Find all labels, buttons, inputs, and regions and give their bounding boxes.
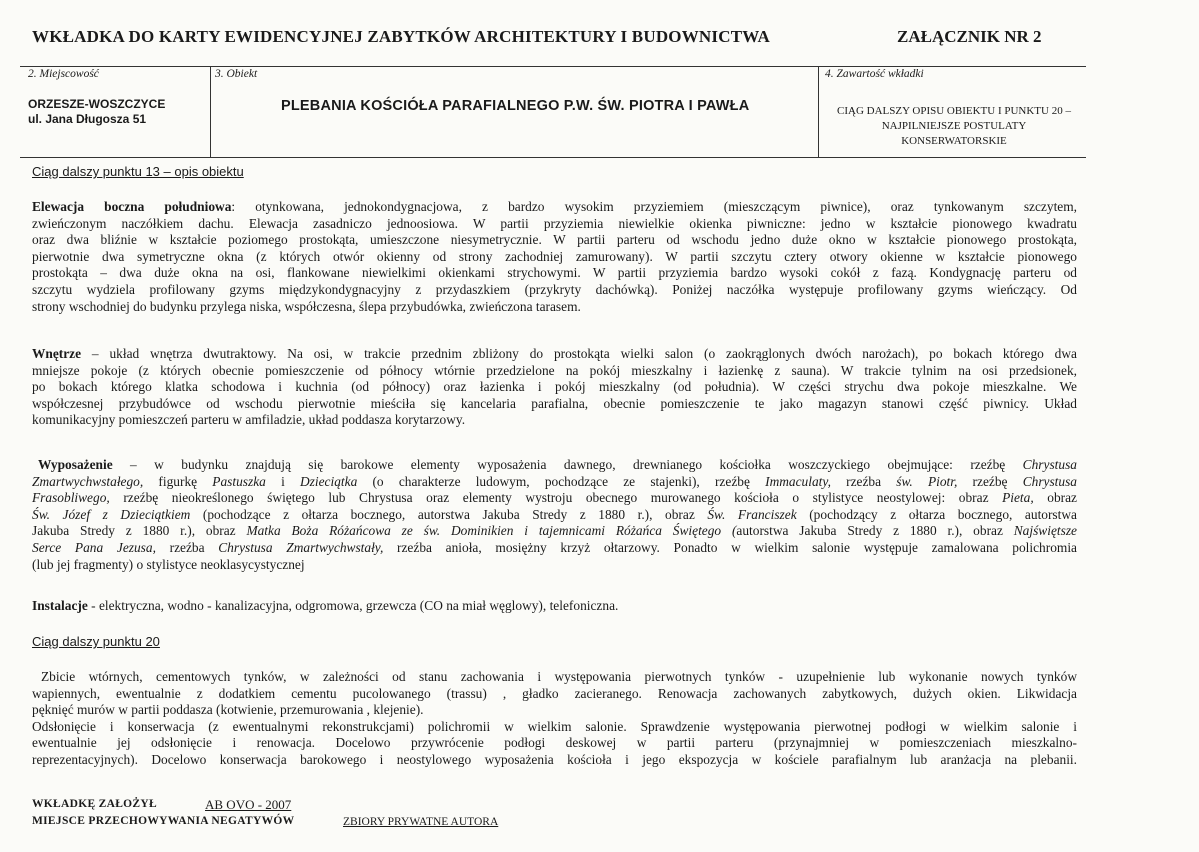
text: Najświętsze: [1013, 523, 1077, 539]
text: autorstwa Jakuba Stredy z 1880 r.), obraz: [736, 523, 1014, 539]
text: rzeźbę nieokreślonego świętego lub Chrystusa oraz elementy wystroju obecnego murowanego kościoła o stylistyce neostylowej: obraz: [109, 490, 1003, 506]
object-caption: 3. Obiekt: [215, 68, 258, 80]
locality-caption: 2. Miejscowość: [28, 68, 99, 80]
annex-number: ZAŁĄCZNIK NR 2: [897, 27, 1042, 46]
text: rzeźba: [830, 473, 897, 489]
text-line: strony wschodniej do budynku przylega niska, współczesna, ślepa przybudówka, zwieńczona tarasem.: [32, 298, 581, 314]
negatives-label: MIEJSCE PRZECHOWYWANIA NEGATYWÓW: [32, 815, 295, 827]
text: Chrystusa Zmartwychwstały,: [218, 539, 384, 555]
text-line: szczytu wydziela profilowany gzyms międzykondygnacyjny z przydaszkiem (przykryty dachówką). Poniżej naczółka występuje profilowany gzyms wieńczący. Od: [32, 281, 1077, 297]
object-cell: [210, 67, 819, 157]
locality-line1: ORZESZE-WOSZCZYCE: [28, 97, 166, 111]
text-line: współczesnej przybudówce od wschodu pierwotnie mieściła się kancelaria parafialna, obecnie pomieszczenie te jako magazyn stanowi część piwnicy. Układ: [32, 395, 1077, 411]
text-line: komunikacyjny pomieszczeń parteru w amfiladzie, układ poddasza korytarzowy.: [32, 412, 466, 428]
text: obraz: [1033, 490, 1077, 506]
text: Chrystusa: [1022, 473, 1078, 489]
contents-cell: [818, 67, 1087, 157]
text: Serce Pana Jezusa,: [32, 539, 156, 555]
text: figurkę: [143, 473, 213, 489]
card-title: WKŁADKA DO KARTY EWIDENCYJNEJ ZABYTKÓW ARCHITEKTURY I BUDOWNICTWA: [32, 27, 771, 46]
locality-line2: ul. Jana Długosza 51: [28, 112, 147, 126]
text: Chrystusa: [1022, 457, 1077, 472]
text: Św. Franciszek: [707, 506, 797, 522]
text-line: wapiennych, ewentualnie z dodatkiem cementu pucolowanego (trassu) , gładko zacieranego. Renowacja zachowanych zabytkowych, dużych okien. Likwidacja: [32, 685, 1077, 701]
text: Dzieciątka: [300, 473, 358, 489]
text-line: Odsłonięcie i konserwacja (z ewentualnymi rekonstrukcjami) polichromii w wielkim salonie. Sprawdzenie występowania pierwotnej podłogi w wielkim salonie i: [32, 718, 1077, 734]
text: - elektryczna, wodno - kanalizacyjna, odgromowa, grzewcza (CO na miał węglowy), telefoniczna.: [87, 598, 619, 613]
text: Pastuszka: [212, 473, 266, 489]
text: – w budynku znajdują się barokowe elementy wyposażenia dawnego, drewnianego kościołka woszczyckiego obejmujące: rzeźbę: [112, 457, 1023, 472]
text: Św. Józef z Dzieciątkiem: [32, 506, 191, 522]
contents-value: [825, 104, 1083, 149]
text-line: prostokąta – dwa duże okna na osi, flankowane niewielkimi okienkami strychowymi. W partii przyziemia bardzo wysoki cokół z fazą. Kondygnację parteru od: [32, 265, 1077, 281]
text-line: oraz dwa bliźnie w kształcie poziomego prostokąta, umieszczone niesymetrycznie. W partii parteru od wschodu jedno duże okno w kształcie pionowego prostokąta,: [32, 232, 1077, 248]
contents-line3: KONSERWATORSKIE: [901, 135, 1007, 147]
contents-line1: CIĄG DALSZY OPISU OBIEKTU I PUNKTU 20 –: [837, 105, 1071, 117]
text: (pochodzący z ołtarza bocznego, autorstwa: [796, 506, 1077, 522]
text-line: ewentualnie jej odsłonięcie i renowacja. Docelowo przywrócenie podłogi deskowej w partii parteru (przynajmniej w pomieszczeniach mieszkalno-: [32, 735, 1077, 751]
text-line: pęknięć murów w partii poddasza (kotwienie, przemurowania , klejenie).: [32, 702, 424, 718]
text: Pieta,: [1002, 490, 1034, 506]
text-line: po bokach którego klatka schodowa i kuchnia (od północy) oraz łazienka i pokój mieszkalny (od południa). W części strychu dwa pokoje mieszkalne. We: [32, 379, 1077, 395]
text: Jakuba Stredy z 1880 r.), obraz: [32, 523, 247, 539]
interior-paragraph: [32, 346, 1077, 429]
text: św. Piotr,: [896, 473, 958, 489]
founded-value: AB OVO - 2007: [205, 797, 292, 812]
text: (pochodzące z ołtarza bocznego, autorstwa Jakuba Stredy z 1880 r.), obraz: [190, 506, 708, 522]
founded-label: WKŁADKĘ ZAŁOŻYŁ: [32, 798, 157, 810]
text: – układ wnętrza dwutraktowy. Na osi, w trakcie przednim zbliżony do prostokąta wielki salon (o zaokrąglonych dwóch narożach), po bokach którego dwa: [81, 346, 1077, 361]
text-line: (lub jej fragmenty) o stylistyce neoklasycystycznej: [32, 556, 305, 572]
text: rzeźba anioła, mosiężny krzyż ołtarzowy. Ponadto w wielkim salonie występuje zamalowana polichromia: [383, 539, 1077, 555]
text: Frasobliwego,: [32, 490, 110, 506]
text: rzeźba: [155, 539, 219, 555]
interior-label: Wnętrze: [32, 346, 82, 361]
text: i: [265, 473, 300, 489]
text-line: pierwotnie dwa symetryczne okna (z których otwór okienny od strony zachodniej zamurowany). W partii szczytu cztery otwory okienne w kształcie pionowego: [32, 248, 1077, 264]
text-line: zwieńczonym naczółkiem dachu. Elewacja zasadniczo jednoosiowa. W partii przyziemia niewielkie okienka piwniczne: jedno w kształcie pionowego kwadratu: [32, 215, 1077, 231]
object-value: PLEBANIA KOŚCIÓŁA PARAFIALNEGO P.W. ŚW. PIOTRA I PAWŁA: [281, 98, 750, 114]
section13-heading: Ciąg dalszy punktu 13 – opis obiektu: [32, 164, 244, 179]
equipment-paragraph: [32, 457, 1078, 573]
text: Matka Boża Różańcowa ze św. Dominikien i tajemnicami Różańca Świętego (: [246, 523, 737, 539]
contents-caption: 4. Zawartość wkładki: [825, 68, 924, 80]
negatives-value: ZBIORY PRYWATNE AUTORA: [343, 816, 499, 828]
installations-paragraph: [32, 598, 1077, 615]
south-elevation-label: Elewacja boczna południowa: [32, 199, 232, 214]
installations-label: Instalacje: [32, 598, 88, 613]
text-line: mniejsze pokoje (z których obecnie pomieszczenie od północy wtórnie przedzielone na pokój mieszkalny i łazienkę z sauna). W trakcie tylnim na osi przedsionek,: [32, 362, 1077, 378]
text: : otynkowana, jednokondygnacjowa, z bardzo wysokim przyziemiem (mieszczącym piwnice), oraz tynkowanym szczytem,: [231, 199, 1077, 214]
info-grid: [20, 66, 1086, 158]
locality-value: [28, 97, 165, 127]
recommendations-paragraph: [32, 669, 1077, 769]
text: rzeźbę: [957, 473, 1023, 489]
contents-line2: NAJPILNIEJSZE POSTULATY: [881, 120, 1027, 132]
text-line: Zbicie wtórnych, cementowych tynków, w zależności od stanu zachowania i występowania pierwotnych tynków - uzupełnienie lub wykonanie nowych tynków: [41, 669, 1077, 684]
south-elevation-paragraph: [32, 199, 1077, 315]
section20-heading: Ciąg dalszy punktu 20: [32, 634, 160, 649]
locality-cell: [20, 67, 210, 157]
text: Zmartwychwstałego,: [32, 473, 144, 489]
text: Immaculaty,: [765, 473, 831, 489]
text: (o charakterze ludowym, pochodzące ze stajenki), rzeźbę: [357, 473, 766, 489]
equipment-label: Wyposażenie: [38, 457, 113, 472]
text-line: reprezentacyjnych). Docelowo konserwacja barokowego i neostylowego wyposażenia kościoła i jego ekspozycja w kościele parafialnym lub aranżacja na plebanii.: [32, 751, 1077, 767]
